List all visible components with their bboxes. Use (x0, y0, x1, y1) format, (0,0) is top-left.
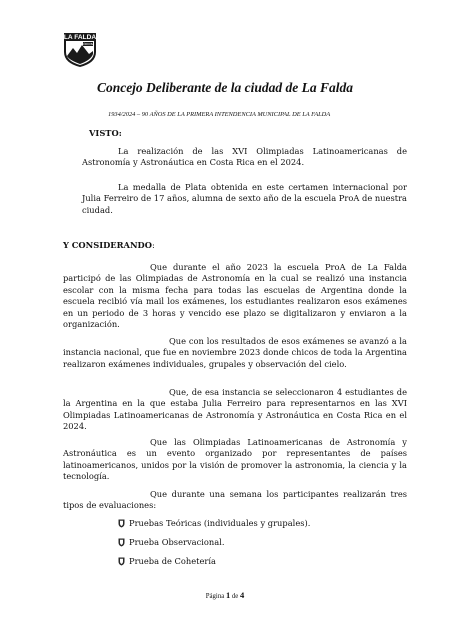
considerando-paragraph-3: Que, de esa instancia se seleccionaron 4 estudiantes de la Argentina en la que estaba Julia Ferreiro para representarnos en las XVI Olimpiadas Latinoamericanas de Astronomía y Astronáutica en Costa Rica en el 2024. (63, 387, 407, 432)
page-number (0, 590, 450, 600)
shield-bullet-icon (118, 557, 125, 566)
logo-subtext: CÓRDOBA (81, 43, 95, 47)
visto-heading: VISTO: (89, 128, 122, 138)
list-item (118, 556, 216, 566)
page-current: 1 (225, 590, 231, 600)
considerando-paragraph-1: Que durante el año 2023 la escuela ProA de La Falda participó de las Olimpiadas de Astronomía en la cual se realizó una instancia escolar con la misma fecha para todas las escuelas de Argentina donde la escuela recibió vía mail los exámenes, los estudiantes realizaron esos exámenes en un periodo de 3 horas y vencido ese plazo se digitalizaron y enviaron a la organización. (63, 262, 407, 330)
considerando-heading-text: Y CONSIDERANDO (63, 240, 152, 250)
shield-bullet-icon (118, 519, 125, 528)
logo-text: LA FALDA (63, 34, 97, 42)
visto-paragraph-1: La realización de las XVI Olimpiadas Latinoamericanas de Astronomía y Astronáutica en Costa Rica en el 2024. (82, 146, 407, 168)
bullet-text: Prueba de Cohetería (129, 556, 216, 566)
page-title: Concejo Deliberante de la ciudad de La Falda (96, 80, 354, 95)
page-total: 4 (240, 590, 245, 600)
bullet-text: Prueba Observacional. (129, 537, 225, 547)
considerando-heading (63, 240, 155, 250)
considerando-paragraph-4: Que las Olimpiadas Latinoamericanas de Astronomía y Astronáutica es un evento organizado por representantes de países latinoamericanos, unidos por la visión de promover la astronomia, la ciencia y la tecnología. (63, 437, 407, 482)
shield-bullet-icon (118, 538, 125, 547)
page-word: Página (205, 593, 225, 600)
considerando-paragraph-5: Que durante una semana los participantes realizarán tres tipos de evaluaciones: (63, 489, 407, 511)
visto-paragraph-2: La medalla de Plata obtenida en este certamen internacional por Julia Ferreiro de 17 años, alumna de sexto año de la escuela ProA de nuestra ciudad. (82, 182, 407, 215)
considerando-colon: : (151, 240, 155, 250)
bullet-text: Pruebas Teóricas (individuales y grupales). (129, 518, 311, 528)
city-crest-icon (63, 32, 97, 68)
considerando-paragraph-2: Que con los resultados de esos exámenes se avanzó a la instancia nacional, que fue en noviembre 2023 donde chicos de toda la Argentina realizaron exámenes individuales, grupales y observación del cielo. (63, 336, 407, 369)
list-item (118, 518, 310, 528)
page-subtitle: 1934/2024 – 90 AÑOS DE LA PRIMERA INTENDENCIA MUNICIPAL DE LA FALDA (108, 111, 331, 118)
list-item (118, 537, 224, 547)
page-of-word: de (231, 593, 239, 600)
